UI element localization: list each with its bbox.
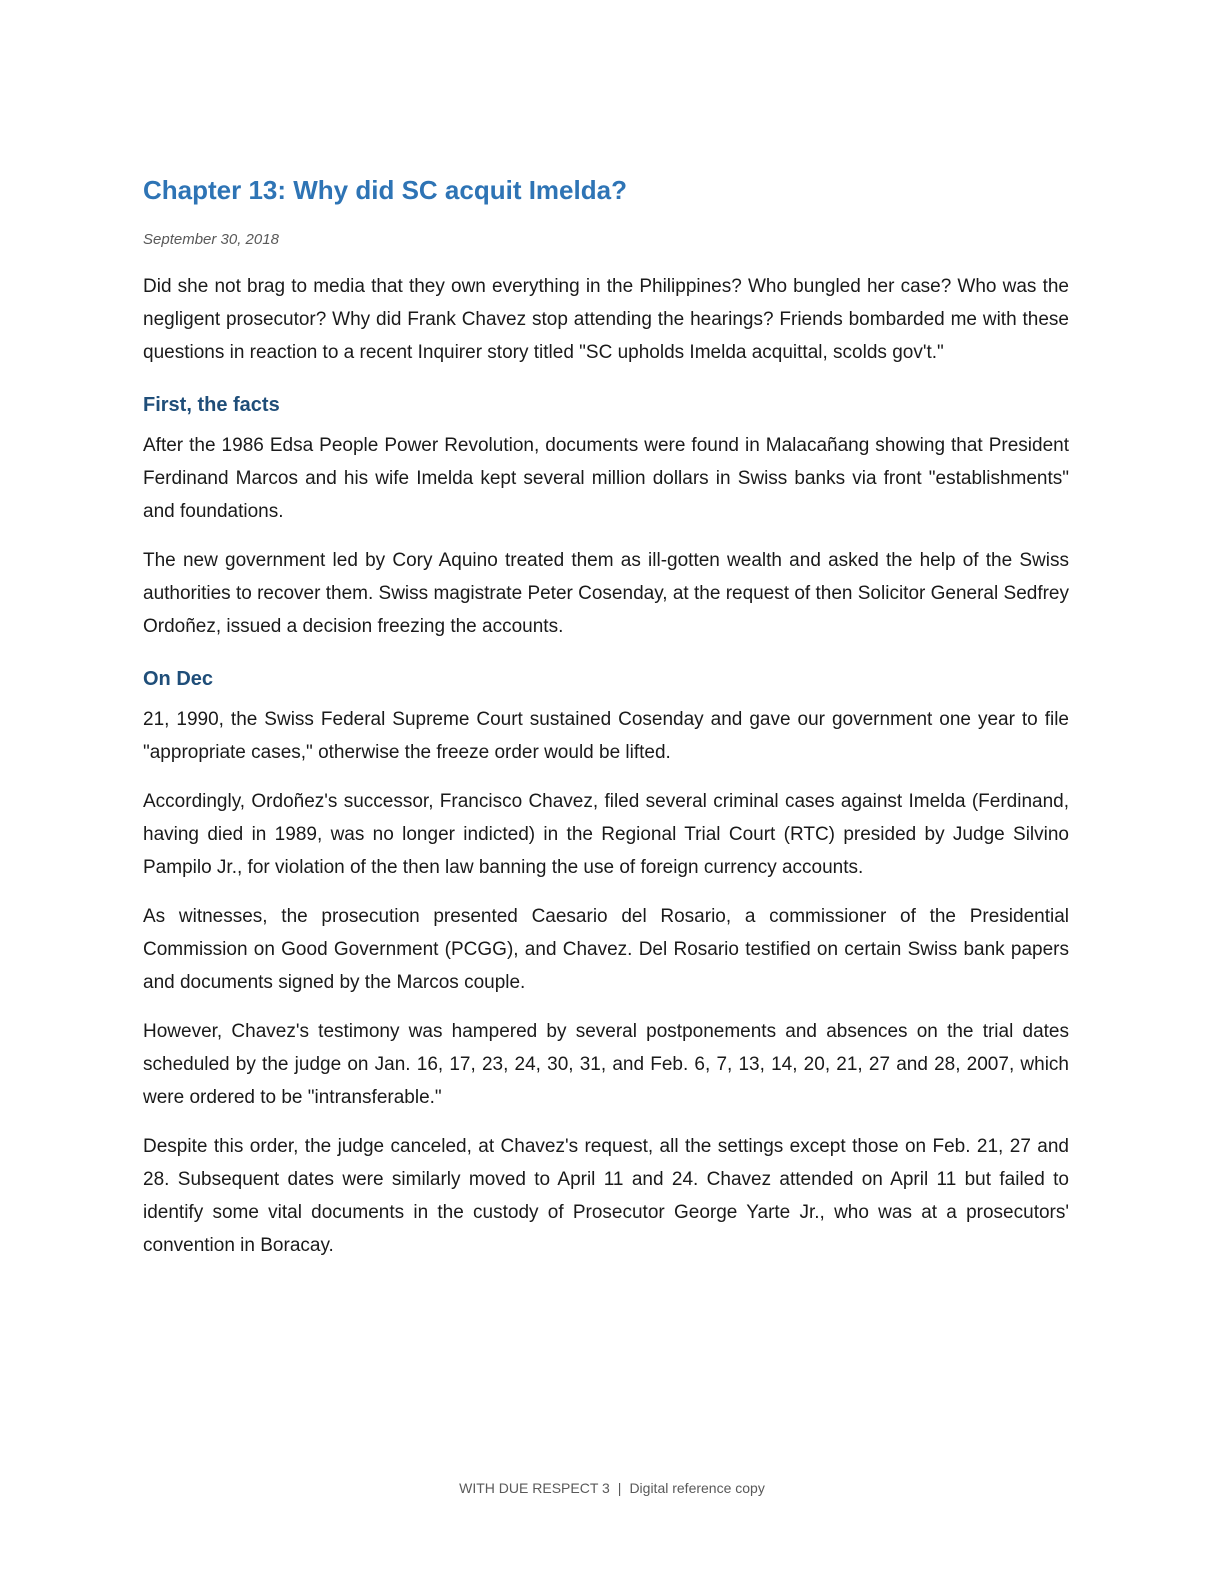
body-paragraph: Despite this order, the judge canceled, at Chavez's request, all the settings except those on Feb. 21, 27 and 28. Subsequent dates were similarly moved to April 11 and 24. Chavez attended on April 11 but failed to identify some vital documents in the custody of Prosecutor George Yarte Jr., who was at a prosecutors' convention in Boracay. — [143, 1136, 1069, 1256]
body-paragraph: 21, 1990, the Swiss Federal Supreme Court sustained Cosenday and gave our government one year to file "appropriate cases," otherwise the freeze order would be lifted. — [143, 709, 1069, 763]
body-paragraph: Accordingly, Ordoñez's successor, Francisco Chavez, filed several criminal cases against Imelda (Ferdinand, having died in 1989, was no longer indicted) in the Regional Trial Court (RTC) presided by Judge Silvino Pampilo Jr., for violation of the then law banning the use of foreign currency accounts. — [143, 791, 1069, 878]
body-paragraph: The new government led by Cory Aquino treated them as ill-gotten wealth and asked the help of the Swiss authorities to recover them. Swiss magistrate Peter Cosenday, at the request of then Solicitor General Sedfrey Ordoñez, issued a decision freezing the accounts. — [143, 550, 1069, 637]
body-paragraph: However, Chavez's testimony was hampered by several postponements and absences on the trial dates scheduled by the judge on Jan. 16, 17, 23, 24, 30, 31, and Feb. 6, 7, 13, 14, 20, 21, 27 and 28, 2007, which were ordered to be "intransferable." — [143, 1021, 1069, 1108]
chapter-title: Chapter 13: Why did SC acquit Imelda? — [143, 175, 627, 205]
publish-date: September 30, 2018 — [143, 231, 279, 248]
footer-separator: | — [617, 1480, 622, 1496]
body-paragraph: As witnesses, the prosecution presented Caesario del Rosario, a commissioner of the Presidential Commission on Good Government (PCGG), and Chavez. Del Rosario testified on certain Swiss bank papers and documents signed by the Marcos couple. — [143, 906, 1069, 993]
footer-copy-label: Digital reference copy — [629, 1480, 765, 1496]
body-paragraph: After the 1986 Edsa People Power Revolution, documents were found in Malacañang showing that President Ferdinand Marcos and his wife Imelda kept several million dollars in Swiss banks via front "establishments" and foundations. — [143, 435, 1069, 522]
page-footer — [0, 1478, 1224, 1498]
footer-page-label: WITH DUE RESPECT 3 — [459, 1480, 610, 1496]
document-page — [143, 168, 1069, 1262]
section-heading-on-dec: On Dec — [143, 668, 214, 690]
section-heading-facts: First, the facts — [143, 394, 280, 416]
intro-paragraph: Did she not brag to media that they own everything in the Philippines? Who bungled her case? Who was the negligent prosecutor? Why did Frank Chavez stop attending the hearings? Friends bombarded me with these questions in reaction to a recent Inquirer story titled "SC upholds Imelda acquittal, scolds gov't." — [143, 276, 1069, 363]
